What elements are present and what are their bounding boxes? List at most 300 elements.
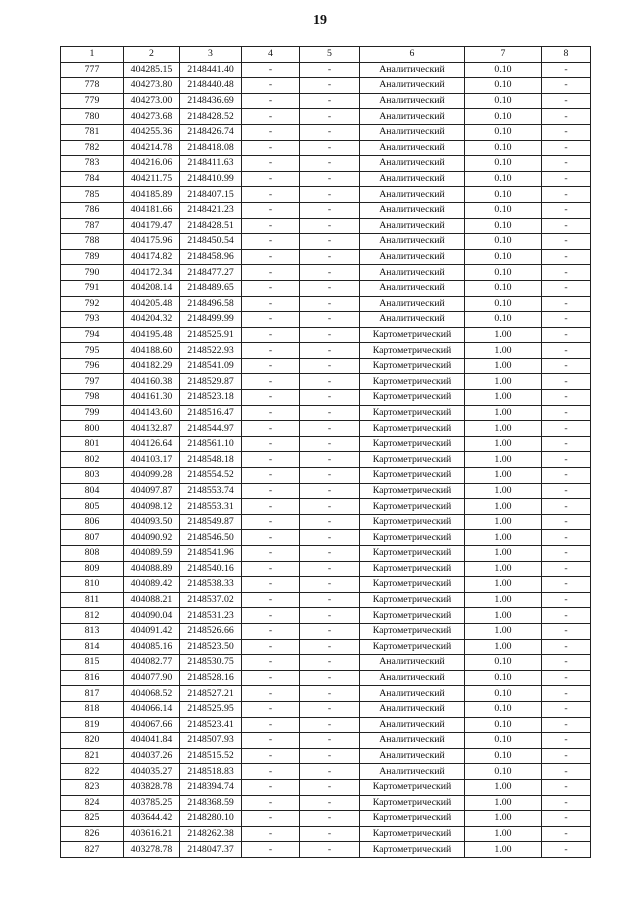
table-cell: 821 xyxy=(61,748,124,764)
table-cell: - xyxy=(542,358,591,374)
table-cell: 781 xyxy=(61,124,124,140)
table-cell: 0.10 xyxy=(465,312,542,328)
table-cell: - xyxy=(300,530,360,546)
table-cell: Аналитический xyxy=(360,764,465,780)
table-row xyxy=(61,218,591,234)
table-row xyxy=(61,140,591,156)
table-cell: - xyxy=(542,499,591,515)
table-cell: 404037.26 xyxy=(124,748,180,764)
table-cell: 0.10 xyxy=(465,249,542,265)
table-cell: 2148496.58 xyxy=(180,296,242,312)
table-cell: 801 xyxy=(61,436,124,452)
table-row xyxy=(61,249,591,265)
table-cell: - xyxy=(242,577,300,593)
table-cell: - xyxy=(300,608,360,624)
table-cell: Аналитический xyxy=(360,296,465,312)
table-cell: 790 xyxy=(61,265,124,281)
table-cell: 0.10 xyxy=(465,156,542,172)
table-cell: 404090.92 xyxy=(124,530,180,546)
table-cell: - xyxy=(242,140,300,156)
table-row xyxy=(61,608,591,624)
table-cell: - xyxy=(300,421,360,437)
table-cell: 2148421.23 xyxy=(180,202,242,218)
table-cell: - xyxy=(300,499,360,515)
table-cell: - xyxy=(542,717,591,733)
table-cell: - xyxy=(542,280,591,296)
table-cell: - xyxy=(542,218,591,234)
table-cell: 404098.12 xyxy=(124,499,180,515)
table-cell: 780 xyxy=(61,109,124,125)
table-cell: 799 xyxy=(61,405,124,421)
table-cell: - xyxy=(542,327,591,343)
table-cell: - xyxy=(542,296,591,312)
table-cell: 806 xyxy=(61,514,124,530)
table-cell: - xyxy=(542,748,591,764)
table-cell: 0.10 xyxy=(465,62,542,78)
table-cell: - xyxy=(542,670,591,686)
table-cell: - xyxy=(242,156,300,172)
table-cell: 816 xyxy=(61,670,124,686)
table-cell: - xyxy=(300,109,360,125)
table-cell: - xyxy=(542,109,591,125)
column-header: 5 xyxy=(300,47,360,63)
table-cell: - xyxy=(242,686,300,702)
table-cell: 404097.87 xyxy=(124,483,180,499)
table-cell: 0.10 xyxy=(465,109,542,125)
table-cell: 822 xyxy=(61,764,124,780)
table-cell: 783 xyxy=(61,156,124,172)
table-row xyxy=(61,312,591,328)
table-cell: 404091.42 xyxy=(124,623,180,639)
table-cell: 807 xyxy=(61,530,124,546)
table-cell: - xyxy=(242,514,300,530)
table-cell: 404088.89 xyxy=(124,561,180,577)
table-cell: 800 xyxy=(61,421,124,437)
table-cell: - xyxy=(242,717,300,733)
table-cell: 798 xyxy=(61,390,124,406)
table-cell: Картометрический xyxy=(360,405,465,421)
table-cell: 404273.68 xyxy=(124,109,180,125)
table-row xyxy=(61,623,591,639)
table-cell: 808 xyxy=(61,546,124,562)
table-cell: 404093.50 xyxy=(124,514,180,530)
table-row xyxy=(61,187,591,203)
table-cell: 786 xyxy=(61,202,124,218)
table-cell: - xyxy=(300,764,360,780)
table-cell: Картометрический xyxy=(360,499,465,515)
column-header: 3 xyxy=(180,47,242,63)
table-cell: Картометрический xyxy=(360,327,465,343)
table-cell: 812 xyxy=(61,608,124,624)
table-cell: - xyxy=(300,202,360,218)
table-cell: 1.00 xyxy=(465,639,542,655)
table-cell: 2148554.52 xyxy=(180,468,242,484)
table-cell: Аналитический xyxy=(360,701,465,717)
table-cell: - xyxy=(300,561,360,577)
table-cell: Картометрический xyxy=(360,343,465,359)
table-cell: Аналитический xyxy=(360,655,465,671)
table-row xyxy=(61,421,591,437)
table-cell: - xyxy=(300,826,360,842)
table-cell: - xyxy=(300,343,360,359)
table-cell: - xyxy=(242,561,300,577)
table-cell: 2148523.41 xyxy=(180,717,242,733)
table-cell: - xyxy=(242,468,300,484)
table-cell: 2148426.74 xyxy=(180,124,242,140)
table-row xyxy=(61,390,591,406)
table-cell: 2148529.87 xyxy=(180,374,242,390)
table-cell: - xyxy=(300,717,360,733)
table-cell: 2148526.66 xyxy=(180,623,242,639)
table-cell: Аналитический xyxy=(360,78,465,94)
table-cell: - xyxy=(542,608,591,624)
table-cell: - xyxy=(300,639,360,655)
table-cell: 0.10 xyxy=(465,733,542,749)
table-cell: 817 xyxy=(61,686,124,702)
table-cell: - xyxy=(542,202,591,218)
coordinates-table xyxy=(60,46,591,858)
table-cell: 1.00 xyxy=(465,779,542,795)
table-cell: - xyxy=(300,124,360,140)
table-cell: - xyxy=(542,93,591,109)
table-cell: 2148507.93 xyxy=(180,733,242,749)
table-cell: Аналитический xyxy=(360,156,465,172)
table-cell: 1.00 xyxy=(465,826,542,842)
table-cell: - xyxy=(542,436,591,452)
table-cell: - xyxy=(542,483,591,499)
table-cell: - xyxy=(242,623,300,639)
table-cell: 2148428.51 xyxy=(180,218,242,234)
table-cell: 1.00 xyxy=(465,592,542,608)
table-cell: - xyxy=(242,483,300,499)
table-cell: - xyxy=(242,701,300,717)
table-row xyxy=(61,842,591,858)
table-cell: 1.00 xyxy=(465,514,542,530)
table-cell: - xyxy=(242,124,300,140)
table-cell: - xyxy=(300,234,360,250)
table-cell: 2148441.40 xyxy=(180,62,242,78)
table-cell: 0.10 xyxy=(465,234,542,250)
table-cell: 1.00 xyxy=(465,811,542,827)
table-cell: Картометрический xyxy=(360,390,465,406)
table-cell: 404285.15 xyxy=(124,62,180,78)
table-row xyxy=(61,701,591,717)
table-cell: 404068.52 xyxy=(124,686,180,702)
table-cell: 824 xyxy=(61,795,124,811)
table-cell: 0.10 xyxy=(465,296,542,312)
table-cell: Картометрический xyxy=(360,436,465,452)
table-cell: 2148544.97 xyxy=(180,421,242,437)
table-cell: 0.10 xyxy=(465,202,542,218)
table-cell: 0.10 xyxy=(465,701,542,717)
table-cell: Аналитический xyxy=(360,93,465,109)
table-cell: 404132.87 xyxy=(124,421,180,437)
table-row xyxy=(61,717,591,733)
table-cell: 0.10 xyxy=(465,655,542,671)
table-cell: - xyxy=(542,312,591,328)
table-cell: - xyxy=(542,842,591,858)
table-cell: Картометрический xyxy=(360,561,465,577)
table-cell: 2148515.52 xyxy=(180,748,242,764)
table-cell: - xyxy=(242,608,300,624)
table-row xyxy=(61,358,591,374)
table-cell: - xyxy=(542,187,591,203)
table-cell: 404090.04 xyxy=(124,608,180,624)
table-cell: Аналитический xyxy=(360,171,465,187)
table-cell: - xyxy=(242,530,300,546)
table-cell: - xyxy=(242,499,300,515)
table-cell: 2148537.02 xyxy=(180,592,242,608)
table-row xyxy=(61,670,591,686)
table-cell: 404211.75 xyxy=(124,171,180,187)
table-cell: 1.00 xyxy=(465,358,542,374)
table-cell: 811 xyxy=(61,592,124,608)
table-cell: 2148407.15 xyxy=(180,187,242,203)
table-cell: - xyxy=(242,655,300,671)
table-cell: 404066.14 xyxy=(124,701,180,717)
table-cell: 2148546.50 xyxy=(180,530,242,546)
table-cell: - xyxy=(300,686,360,702)
table-row xyxy=(61,234,591,250)
table-cell: 788 xyxy=(61,234,124,250)
table-cell: Аналитический xyxy=(360,280,465,296)
table-cell: - xyxy=(242,109,300,125)
table-cell: - xyxy=(300,468,360,484)
table-cell: - xyxy=(242,748,300,764)
table-cell: - xyxy=(300,218,360,234)
table-cell: Картометрический xyxy=(360,530,465,546)
table-cell: 1.00 xyxy=(465,577,542,593)
table-cell: - xyxy=(542,452,591,468)
table-cell: 793 xyxy=(61,312,124,328)
table-cell: - xyxy=(542,811,591,827)
table-row xyxy=(61,436,591,452)
table-cell: 2148530.75 xyxy=(180,655,242,671)
table-cell: - xyxy=(542,468,591,484)
column-header: 2 xyxy=(124,47,180,63)
table-cell: Картометрический xyxy=(360,795,465,811)
table-cell: Картометрический xyxy=(360,623,465,639)
table-cell: Аналитический xyxy=(360,62,465,78)
table-cell: 2148525.95 xyxy=(180,701,242,717)
table-cell: 2148518.83 xyxy=(180,764,242,780)
table-cell: 2148450.54 xyxy=(180,234,242,250)
table-cell: 1.00 xyxy=(465,390,542,406)
table-cell: - xyxy=(542,171,591,187)
table-cell: 0.10 xyxy=(465,717,542,733)
table-cell: - xyxy=(300,374,360,390)
table-cell: - xyxy=(300,779,360,795)
table-row xyxy=(61,296,591,312)
table-cell: - xyxy=(300,748,360,764)
table-row xyxy=(61,764,591,780)
table-cell: - xyxy=(542,62,591,78)
table-cell: 1.00 xyxy=(465,421,542,437)
table-cell: 404085.16 xyxy=(124,639,180,655)
table-cell: 2148411.63 xyxy=(180,156,242,172)
table-cell: - xyxy=(542,826,591,842)
table-cell: 809 xyxy=(61,561,124,577)
table-cell: 779 xyxy=(61,93,124,109)
table-cell: 2148428.52 xyxy=(180,109,242,125)
table-cell: - xyxy=(542,124,591,140)
table-row xyxy=(61,655,591,671)
table-cell: 791 xyxy=(61,280,124,296)
table-cell: 2148394.74 xyxy=(180,779,242,795)
table-cell: - xyxy=(300,62,360,78)
table-row xyxy=(61,62,591,78)
table-cell: 1.00 xyxy=(465,842,542,858)
table-row xyxy=(61,577,591,593)
table-cell: 2148047.37 xyxy=(180,842,242,858)
table-cell: 404273.80 xyxy=(124,78,180,94)
table-cell: - xyxy=(542,390,591,406)
table-cell: 404204.32 xyxy=(124,312,180,328)
table-cell: 2148523.50 xyxy=(180,639,242,655)
table-cell: 0.10 xyxy=(465,280,542,296)
table-cell: - xyxy=(242,546,300,562)
column-header: 1 xyxy=(61,47,124,63)
table-cell: 0.10 xyxy=(465,218,542,234)
table-cell: 1.00 xyxy=(465,483,542,499)
table-cell: Аналитический xyxy=(360,748,465,764)
table-cell: 1.00 xyxy=(465,499,542,515)
table-cell: 2148410.99 xyxy=(180,171,242,187)
table-cell: 813 xyxy=(61,623,124,639)
table-cell: 0.10 xyxy=(465,124,542,140)
table-cell: 404088.21 xyxy=(124,592,180,608)
table-cell: 1.00 xyxy=(465,405,542,421)
table-cell: 404174.82 xyxy=(124,249,180,265)
table-cell: 2148418.08 xyxy=(180,140,242,156)
table-cell: Аналитический xyxy=(360,124,465,140)
table-cell: - xyxy=(542,701,591,717)
table-cell: 404082.77 xyxy=(124,655,180,671)
table-row xyxy=(61,686,591,702)
table-cell: - xyxy=(300,187,360,203)
table-cell: 404205.48 xyxy=(124,296,180,312)
table-cell: 2148527.21 xyxy=(180,686,242,702)
table-cell: - xyxy=(542,343,591,359)
table-cell: 2148561.10 xyxy=(180,436,242,452)
table-cell: 2148499.99 xyxy=(180,312,242,328)
table-row xyxy=(61,265,591,281)
table-cell: Картометрический xyxy=(360,779,465,795)
table-cell: 785 xyxy=(61,187,124,203)
table-cell: - xyxy=(300,546,360,562)
table-row xyxy=(61,374,591,390)
table-cell: 404182.29 xyxy=(124,358,180,374)
table-cell: 404067.66 xyxy=(124,717,180,733)
table-cell: - xyxy=(300,78,360,94)
table-cell: Аналитический xyxy=(360,234,465,250)
table-cell: 404181.66 xyxy=(124,202,180,218)
table-cell: 404188.60 xyxy=(124,343,180,359)
table-cell: 2148477.27 xyxy=(180,265,242,281)
table-cell: 1.00 xyxy=(465,343,542,359)
table-cell: - xyxy=(242,327,300,343)
table-row xyxy=(61,327,591,343)
header-row xyxy=(61,47,591,63)
table-cell: 2148553.74 xyxy=(180,483,242,499)
table-cell: - xyxy=(300,592,360,608)
table-cell: Аналитический xyxy=(360,109,465,125)
table-cell: 795 xyxy=(61,343,124,359)
table-row xyxy=(61,468,591,484)
table-cell: - xyxy=(300,358,360,374)
table-cell: 805 xyxy=(61,499,124,515)
table-cell: 0.10 xyxy=(465,764,542,780)
table-cell: 794 xyxy=(61,327,124,343)
table-cell: - xyxy=(300,93,360,109)
table-row xyxy=(61,405,591,421)
table-cell: - xyxy=(300,514,360,530)
table-cell: 404161.30 xyxy=(124,390,180,406)
table-cell: 404089.59 xyxy=(124,546,180,562)
table-cell: - xyxy=(242,811,300,827)
table-cell: - xyxy=(300,405,360,421)
table-cell: 797 xyxy=(61,374,124,390)
table-cell: - xyxy=(542,592,591,608)
table-row xyxy=(61,733,591,749)
table-cell: Картометрический xyxy=(360,826,465,842)
table-row xyxy=(61,639,591,655)
table-cell: - xyxy=(242,62,300,78)
table-cell: 827 xyxy=(61,842,124,858)
table-cell: 2148280.10 xyxy=(180,811,242,827)
table-cell: 804 xyxy=(61,483,124,499)
table-cell: 0.10 xyxy=(465,686,542,702)
table-cell: - xyxy=(242,234,300,250)
table-cell: - xyxy=(542,234,591,250)
table-cell: 1.00 xyxy=(465,795,542,811)
table-cell: 404185.89 xyxy=(124,187,180,203)
table-row xyxy=(61,93,591,109)
table-cell: - xyxy=(242,405,300,421)
table-row xyxy=(61,795,591,811)
table-cell: 820 xyxy=(61,733,124,749)
table-cell: 2148528.16 xyxy=(180,670,242,686)
table-cell: Картометрический xyxy=(360,421,465,437)
table-cell: - xyxy=(242,218,300,234)
table-row xyxy=(61,592,591,608)
table-row xyxy=(61,452,591,468)
table-cell: - xyxy=(300,327,360,343)
table-cell: - xyxy=(542,530,591,546)
table-cell: - xyxy=(300,623,360,639)
table-cell: 0.10 xyxy=(465,265,542,281)
table-row xyxy=(61,826,591,842)
table-cell: Картометрический xyxy=(360,639,465,655)
table-cell: 404089.42 xyxy=(124,577,180,593)
table-cell: - xyxy=(242,249,300,265)
table-cell: 819 xyxy=(61,717,124,733)
table-cell: - xyxy=(542,546,591,562)
table-cell: 1.00 xyxy=(465,327,542,343)
table-cell: 1.00 xyxy=(465,546,542,562)
table-cell: - xyxy=(542,374,591,390)
column-header: 6 xyxy=(360,47,465,63)
table-cell: 404041.84 xyxy=(124,733,180,749)
table-cell: 404077.90 xyxy=(124,670,180,686)
table-cell: 404103.17 xyxy=(124,452,180,468)
table-cell: 404255.36 xyxy=(124,124,180,140)
table-cell: - xyxy=(542,779,591,795)
table-row xyxy=(61,78,591,94)
table-cell: 0.10 xyxy=(465,140,542,156)
table-cell: 1.00 xyxy=(465,561,542,577)
table-cell: - xyxy=(242,343,300,359)
